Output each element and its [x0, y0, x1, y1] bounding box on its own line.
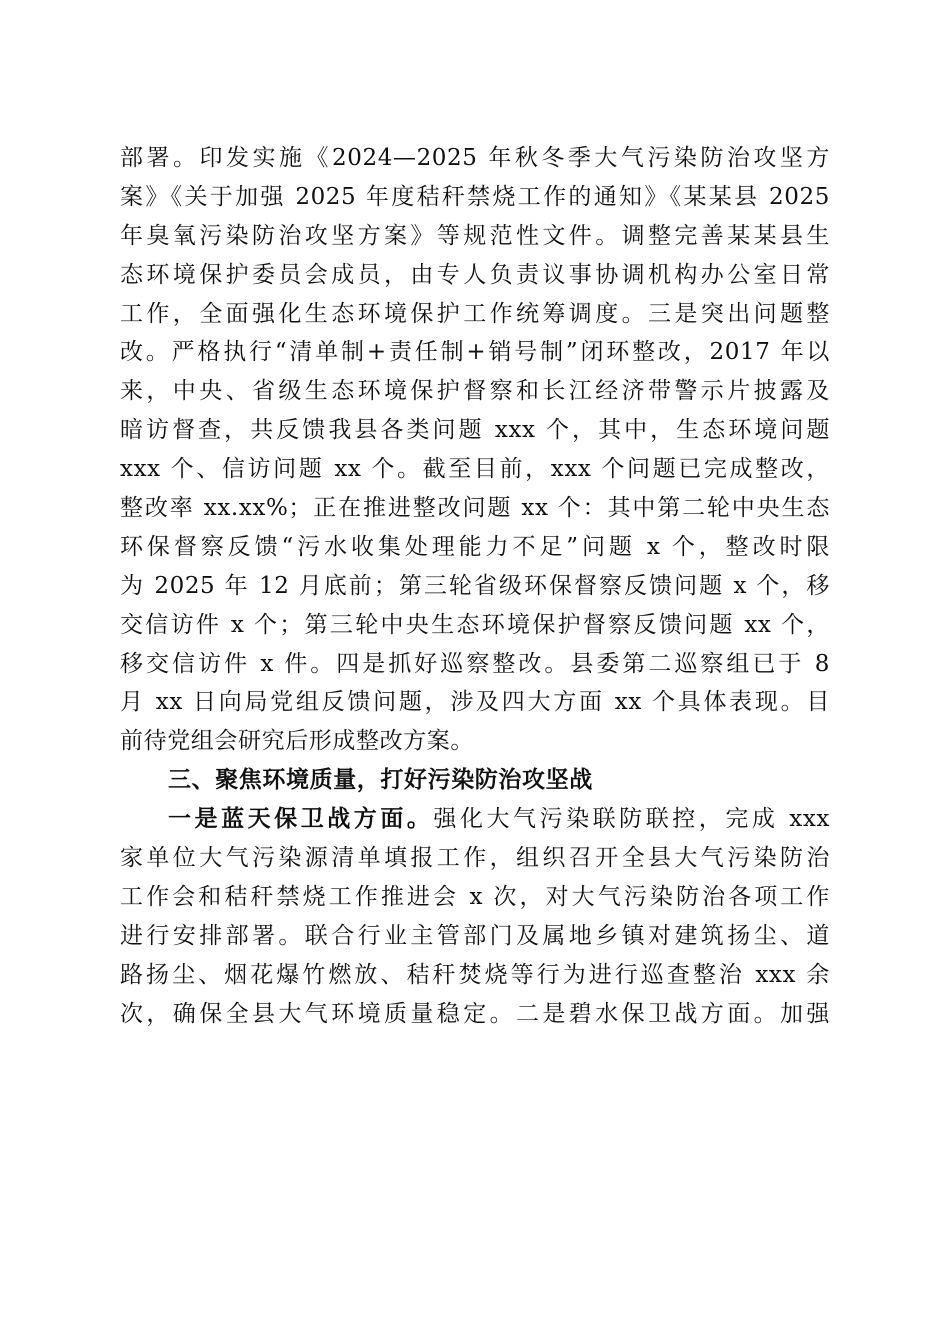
- paragraph-2-lead: 一是蓝天保卫战方面。: [168, 806, 434, 833]
- paragraph-1-line: 年臭氧污染防治攻坚方案》等规范性文件。调整完善某某县生: [120, 222, 830, 249]
- paragraph-2-line: 工作会和秸秆禁烧工作推进会 x 次，对大气污染防治各项工作: [120, 883, 830, 910]
- paragraph-2: [120, 839, 830, 1033]
- paragraph-1-line: xxx 个、信访问题 xx 个。截至目前，xxx 个问题已完成整改，: [120, 456, 830, 483]
- document-body: [120, 139, 830, 1033]
- paragraph-2-first-rest: 强化大气污染联防联控，完成 xxx: [433, 806, 830, 833]
- paragraph-1-last-line: 前待党组会研究后形成整改方案。: [120, 728, 474, 755]
- paragraph-1-line: 工作，全面强化生态环境保护工作统筹调度。三是突出问题整: [120, 300, 830, 327]
- paragraph-2-first-line: [120, 800, 830, 839]
- paragraph-1-line: 为 2025 年 12 月底前；第三轮省级环保督察反馈问题 x 个，移: [120, 572, 830, 599]
- section-heading: 三、聚焦环境质量，打好污染防治攻坚战: [168, 767, 593, 794]
- paragraph-1-line: 暗访督查，共反馈我县各类问题 xxx 个，其中，生态环境问题: [120, 417, 830, 444]
- paragraph-1: [120, 139, 830, 722]
- paragraph-1-line: 改。严格执行“清单制+责任制+销号制”闭环整改，2017 年以: [120, 339, 830, 366]
- paragraph-2-line: 家单位大气污染源清单填报工作，组织召开全县大气污染防治: [120, 845, 830, 872]
- paragraph-2-line: 次，确保全县大气环境质量稳定。二是碧水保卫战方面。加强: [120, 1000, 830, 1027]
- paragraph-1-line: 态环境保护委员会成员，由专人负责议事协调机构办公室日常: [120, 261, 830, 288]
- paragraph-1-line: 月 xx 日向局党组反馈问题，涉及四大方面 xx 个具体表现。目: [120, 689, 830, 716]
- paragraph-1-line: 案》《关于加强 2025 年度秸秆禁烧工作的通知》《某某县 2025: [120, 183, 830, 210]
- paragraph-2-line: 进行安排部署。联合行业主管部门及属地乡镇对建筑扬尘、道: [120, 922, 830, 949]
- paragraph-1-line: 环保督察反馈“污水收集处理能力不足”问题 x 个，整改时限: [120, 533, 830, 560]
- paragraph-1-line: 部署。印发实施《2024—2025 年秋冬季大气污染防治攻坚方: [120, 145, 830, 171]
- paragraph-1-line: 整改率 xx.xx%；正在推进整改问题 xx 个：其中第二轮中央生态: [120, 495, 830, 522]
- paragraph-1-line: 移交信访件 x 件。四是抓好巡察整改。县委第二巡察组已于 8: [120, 650, 830, 677]
- paragraph-1-line: 交信访件 x 个；第三轮中央生态环境保护督察反馈问题 xx 个，: [120, 611, 830, 638]
- paragraph-1-line: 来，中央、省级生态环境保护督察和长江经济带警示片披露及: [120, 378, 830, 405]
- paragraph-2-line: 路扬尘、烟花爆竹燃放、秸秆焚烧等行为进行巡查整治 xxx 余: [120, 961, 830, 988]
